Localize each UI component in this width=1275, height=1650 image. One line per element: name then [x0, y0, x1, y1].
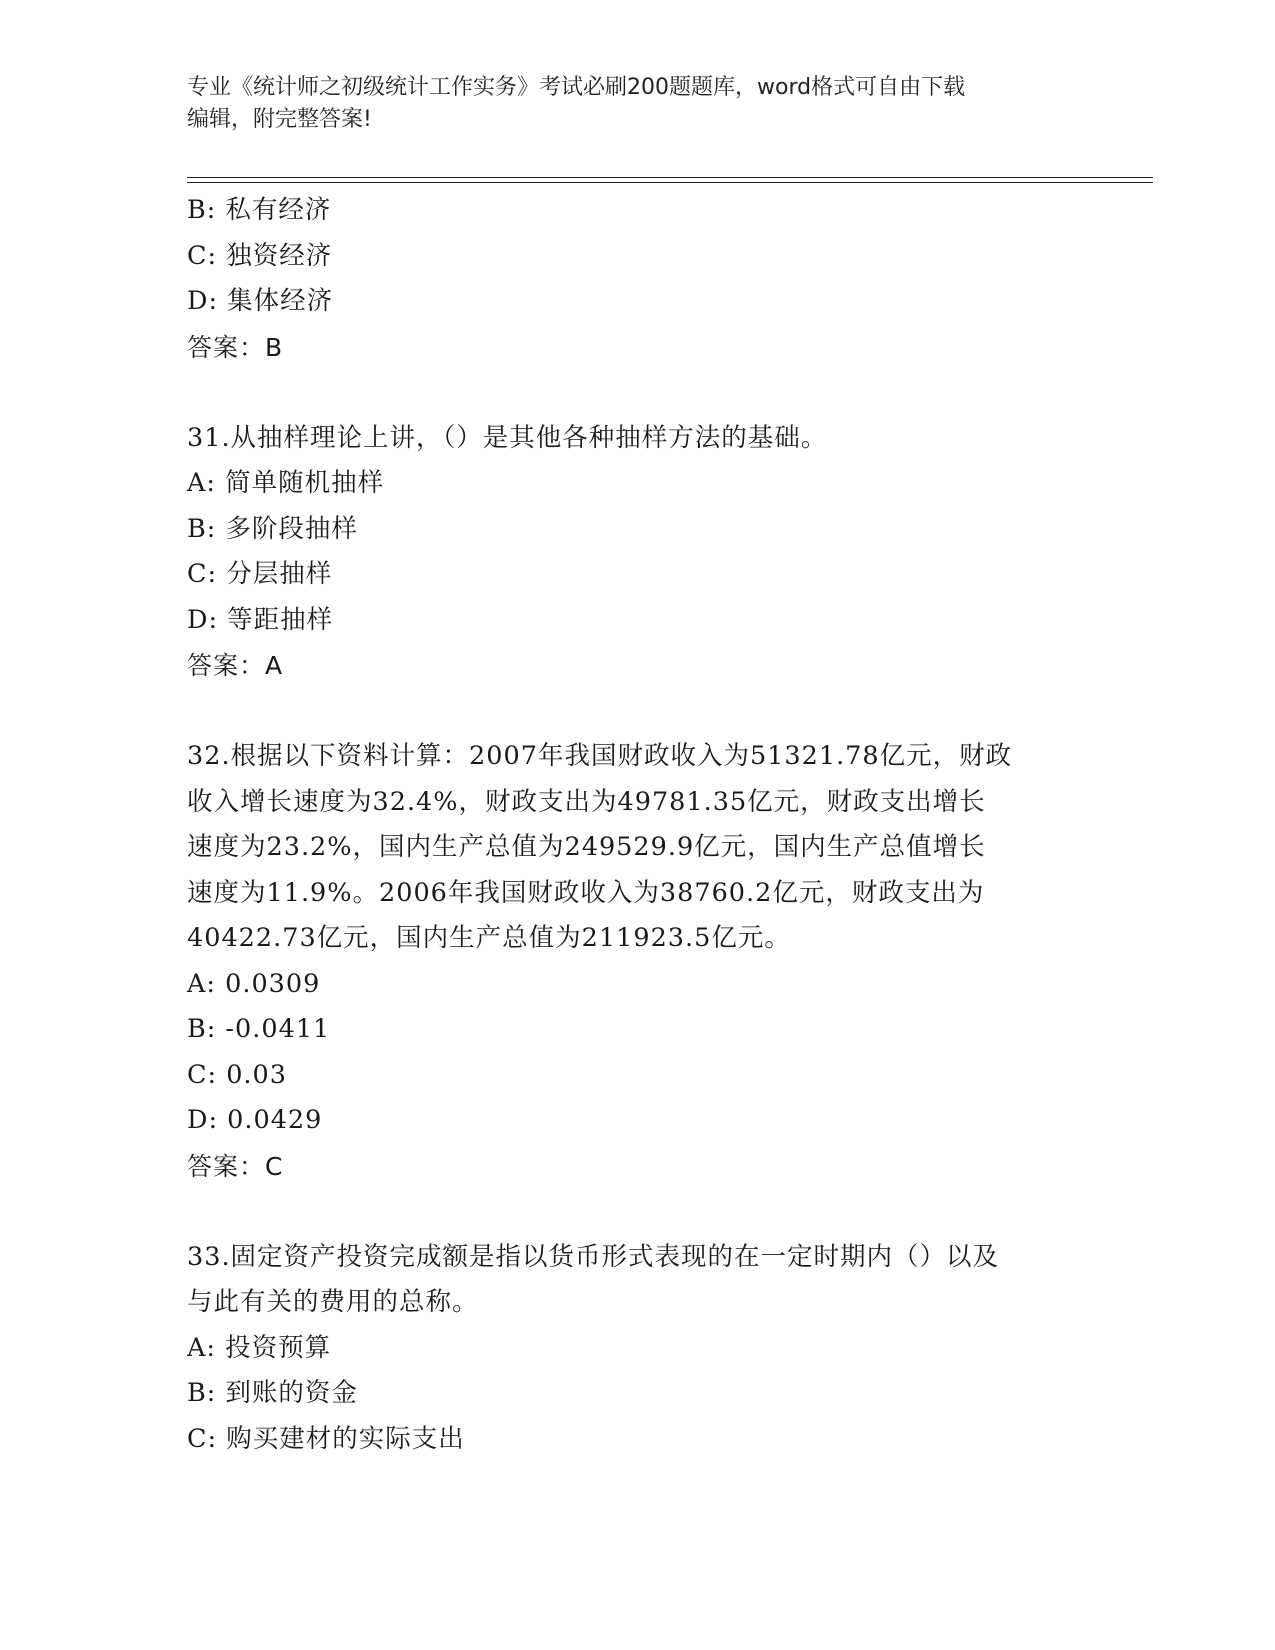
question-list	[187, 188, 1087, 1462]
question-33	[187, 1235, 1087, 1463]
question-stem-line-2: 收入增长速度为32.4%，财政支出为49781.35亿元，财政支出增长	[187, 786, 986, 817]
answer-label: 答案：B	[187, 332, 284, 362]
question-stem-line-4: 速度为11.9%。2006年我国财政收入为38760.2亿元，财政支出为	[187, 877, 985, 908]
option-d: D: 0.0429	[187, 1105, 323, 1135]
question-stem: 31.从抽样理论上讲，（）是其他各种抽样方法的基础。	[187, 422, 828, 453]
option-d: D: 集体经济	[187, 286, 334, 316]
spacer	[187, 1189, 1087, 1235]
header-divider-top	[187, 177, 1153, 178]
option-a: A: 简单随机抽样	[187, 468, 385, 498]
option-c: C: 0.03	[187, 1059, 287, 1090]
question-stem-line-1: 32.根据以下资料计算：2007年我国财政收入为51321.78亿元，财政	[187, 741, 1013, 771]
option-b: B: -0.0411	[187, 1014, 331, 1044]
answer-label: 答案：C	[187, 1151, 284, 1181]
header-line-2: 编辑，附完整答案!	[187, 107, 372, 132]
question-31	[187, 416, 1087, 689]
question-32	[187, 734, 1087, 1189]
question-stem-line-3: 速度为23.2%，国内生产总值为249529.9亿元，国内生产总值增长	[187, 832, 986, 862]
header-line-1: 专业《统计师之初级统计工作实务》考试必刷200题题库，word格式可自由下载	[187, 75, 966, 100]
option-c: C: 独资经济	[187, 240, 333, 271]
question-stem-line-1: 33.固定资产投资完成额是指以货币形式表现的在一定时期内（）以及	[187, 1241, 1000, 1272]
option-d: D: 等距抽样	[187, 604, 334, 635]
option-a: A: 0.0309	[187, 968, 321, 999]
document-header	[187, 72, 1087, 136]
answer-label: 答案：A	[187, 651, 284, 680]
header-divider-bottom	[187, 182, 1153, 183]
option-a: A: 投资预算	[187, 1332, 332, 1363]
question-30-tail	[187, 188, 1087, 370]
option-c: C: 分层抽样	[187, 559, 333, 589]
spacer	[187, 689, 1087, 735]
question-stem-line-2: 与此有关的费用的总称。	[187, 1287, 479, 1317]
option-b: B: 多阶段抽样	[187, 513, 358, 544]
option-b: B: 私有经济	[187, 195, 332, 225]
spacer	[187, 370, 1087, 416]
option-b: B: 到账的资金	[187, 1378, 358, 1408]
option-c: C: 购买建材的实际支出	[187, 1423, 465, 1454]
question-stem-line-5: 40422.73亿元，国内生产总值为211923.5亿元。	[187, 923, 791, 953]
